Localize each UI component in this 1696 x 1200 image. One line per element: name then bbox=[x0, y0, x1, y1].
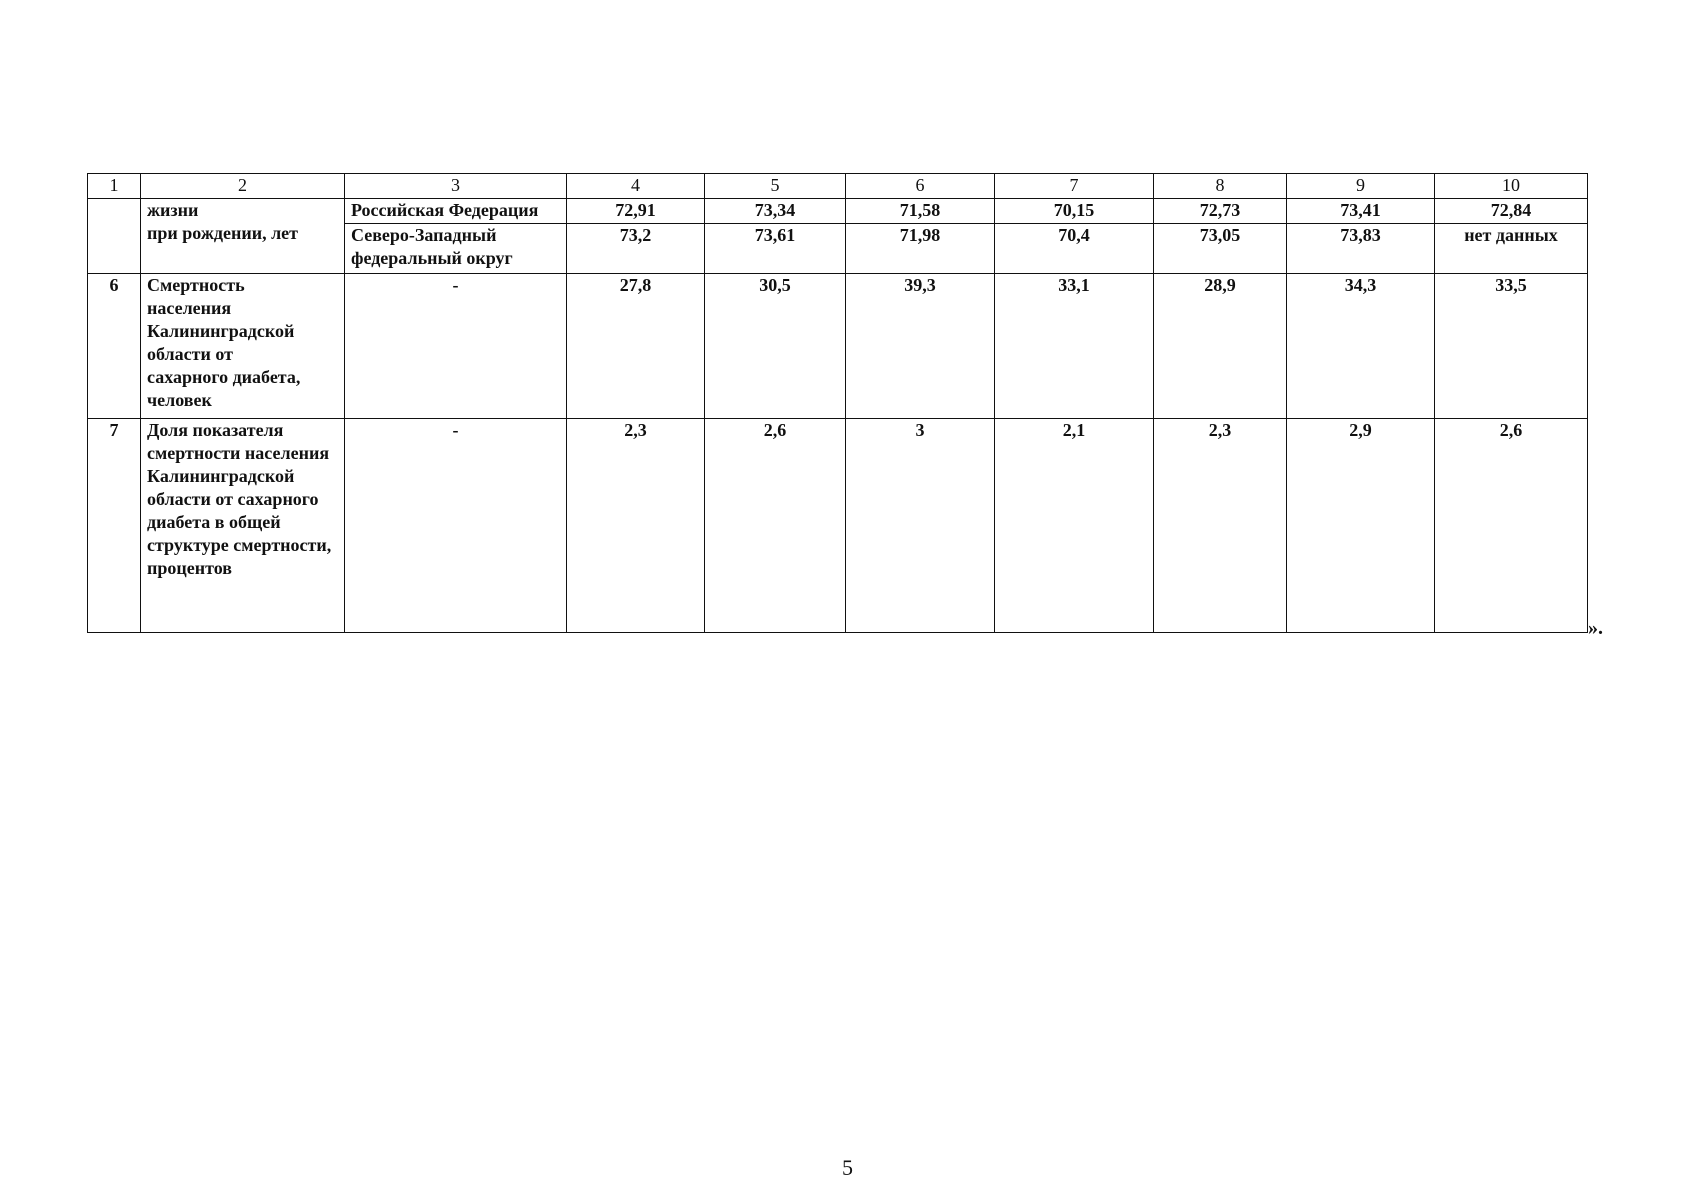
column-header: 7 bbox=[995, 174, 1154, 199]
row-number-cell bbox=[88, 199, 141, 274]
value-cell: 72,84 bbox=[1435, 199, 1588, 224]
region-cell: - bbox=[345, 419, 567, 633]
region-cell: - bbox=[345, 274, 567, 419]
value-cell: 73,34 bbox=[705, 199, 846, 224]
value-cell: 71,98 bbox=[846, 224, 995, 274]
page-number: 5 bbox=[842, 1155, 853, 1180]
row-number-cell: 6 bbox=[88, 274, 141, 419]
table-row bbox=[88, 419, 1588, 633]
value-cell: 2,9 bbox=[1287, 419, 1435, 633]
column-header: 8 bbox=[1154, 174, 1287, 199]
indicator-name-line: при рождении, лет bbox=[147, 223, 299, 243]
column-header: 1 bbox=[88, 174, 141, 199]
value-cell: 33,5 bbox=[1435, 274, 1588, 419]
value-cell: 2,3 bbox=[1154, 419, 1287, 633]
row-number-cell: 7 bbox=[88, 419, 141, 633]
value-cell: 2,1 bbox=[995, 419, 1154, 633]
value-cell: 27,8 bbox=[567, 274, 705, 419]
value-cell: нет данных bbox=[1435, 224, 1588, 274]
value-cell: 71,58 bbox=[846, 199, 995, 224]
value-cell: 72,73 bbox=[1154, 199, 1287, 224]
value-cell: 2,6 bbox=[1435, 419, 1588, 633]
value-cell: 73,61 bbox=[705, 224, 846, 274]
value-cell: 39,3 bbox=[846, 274, 995, 419]
indicator-name-cell bbox=[141, 199, 345, 274]
region-cell: Российская Федерация bbox=[345, 199, 567, 224]
value-cell: 33,1 bbox=[995, 274, 1154, 419]
value-cell: 34,3 bbox=[1287, 274, 1435, 419]
region-cell: Северо-Западный федеральный округ bbox=[345, 224, 567, 274]
value-cell: 28,9 bbox=[1154, 274, 1287, 419]
column-header: 5 bbox=[705, 174, 846, 199]
value-cell: 73,83 bbox=[1287, 224, 1435, 274]
indicator-name-cell: Доля показателя смертности населения Калининградской области от сахарного диабета в общей структуре смертности, процентов bbox=[141, 419, 345, 633]
table-row bbox=[88, 274, 1588, 419]
value-cell: 70,15 bbox=[995, 199, 1154, 224]
value-cell: 72,91 bbox=[567, 199, 705, 224]
value-cell: 70,4 bbox=[995, 224, 1154, 274]
value-cell: 73,05 bbox=[1154, 224, 1287, 274]
column-header: 10 bbox=[1435, 174, 1588, 199]
value-cell: 73,2 bbox=[567, 224, 705, 274]
value-cell: 2,3 bbox=[567, 419, 705, 633]
value-cell: 30,5 bbox=[705, 274, 846, 419]
column-header: 2 bbox=[141, 174, 345, 199]
table-header-row bbox=[88, 174, 1588, 199]
indicator-table bbox=[87, 173, 1588, 633]
value-cell: 73,41 bbox=[1287, 199, 1435, 224]
column-header: 6 bbox=[846, 174, 995, 199]
indicator-name-line: жизни bbox=[147, 200, 199, 220]
column-header: 9 bbox=[1287, 174, 1435, 199]
closing-quote: ». bbox=[1588, 617, 1603, 639]
indicator-name-cell: Смертность населения Калининградской области от сахарного диабета, человек bbox=[141, 274, 345, 419]
column-header: 3 bbox=[345, 174, 567, 199]
value-cell: 2,6 bbox=[705, 419, 846, 633]
column-header: 4 bbox=[567, 174, 705, 199]
table-row bbox=[88, 199, 1588, 224]
value-cell: 3 bbox=[846, 419, 995, 633]
